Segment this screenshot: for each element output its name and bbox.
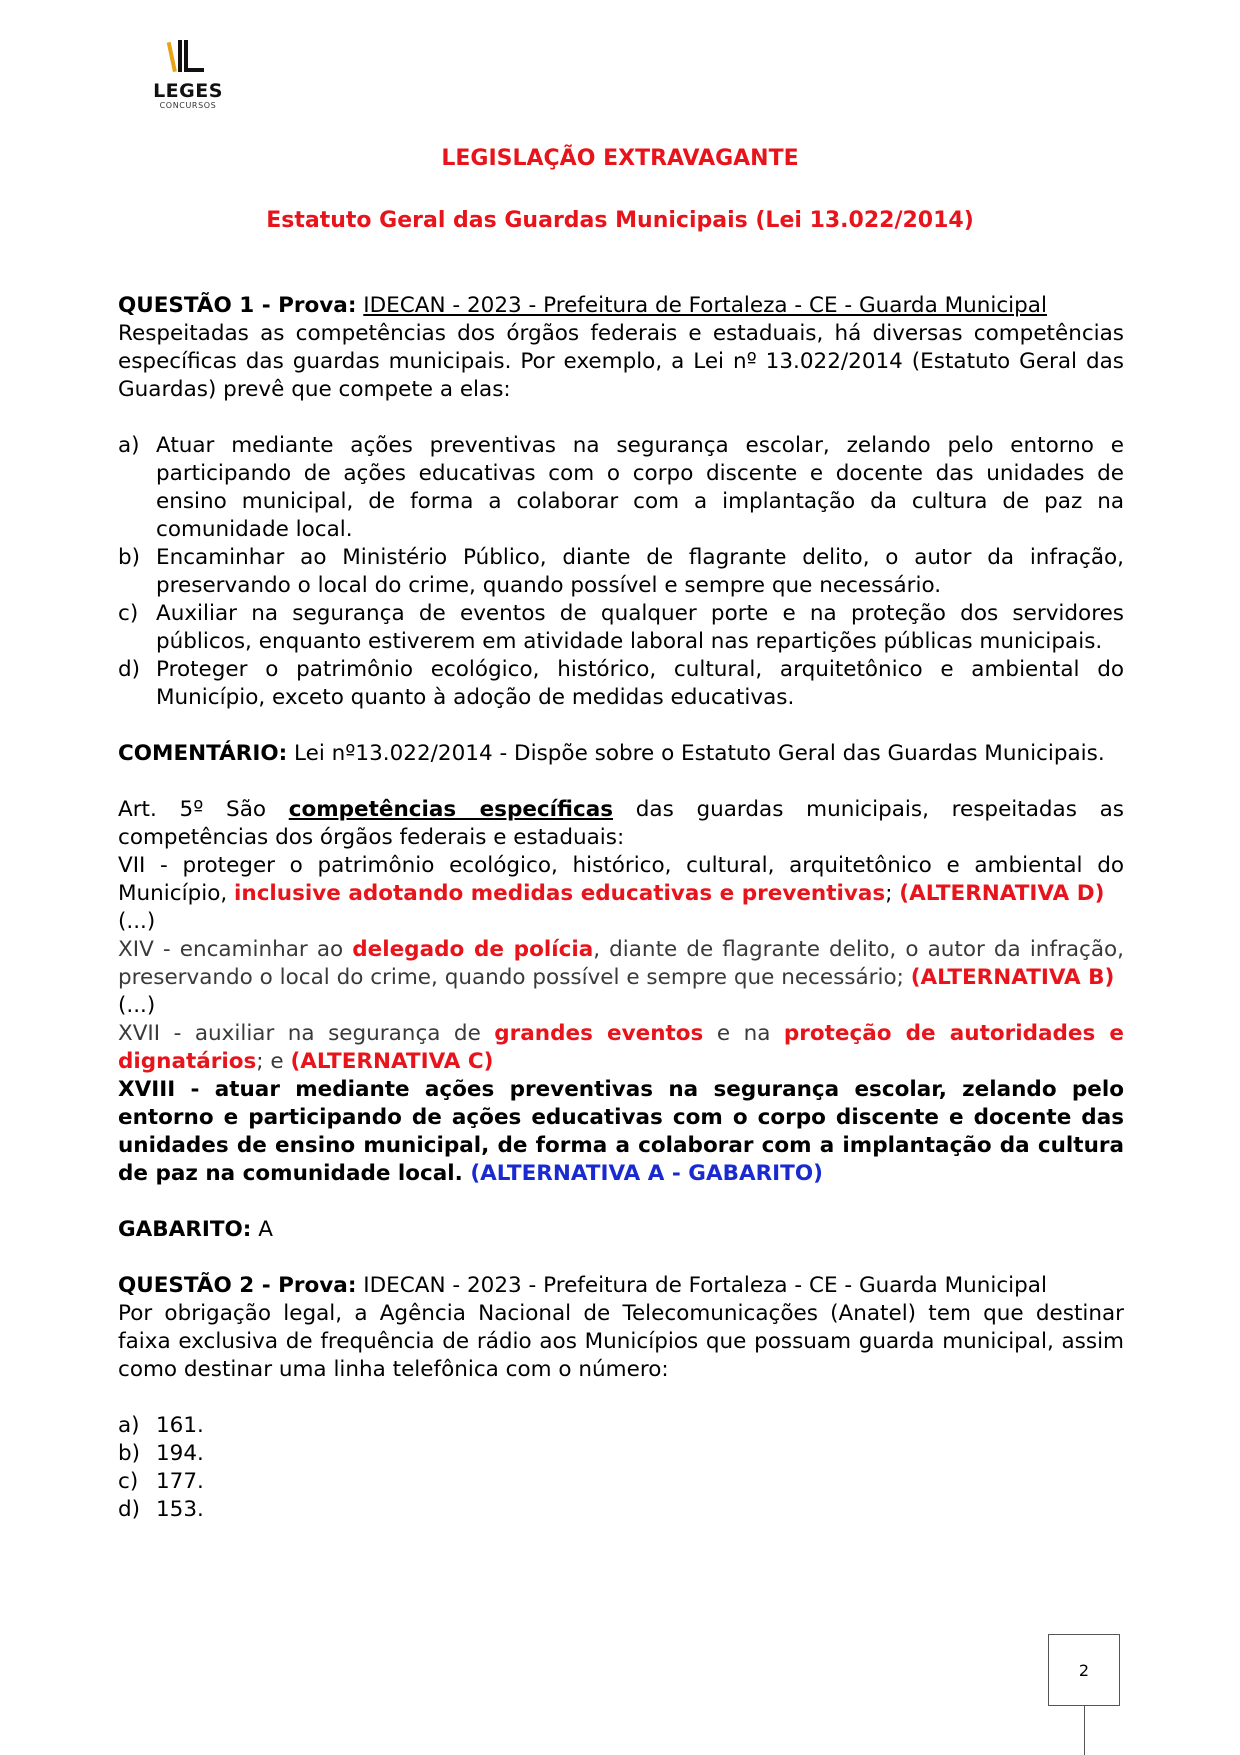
book-icon bbox=[148, 38, 228, 82]
alternative-b: b) Encaminhar ao Ministério Público, diante de flagrante delito, o autor da infração, preservando o local do crime, quando possível e sempre que necessário. bbox=[118, 545, 1124, 598]
article-emphasis: competências específicas bbox=[288, 797, 614, 822]
page-number-line bbox=[1084, 1706, 1085, 1755]
logo-subtitle: CONCURSOS bbox=[159, 101, 217, 110]
comment-label: COMENTÁRIO: bbox=[118, 741, 288, 766]
answer bbox=[118, 1216, 1124, 1244]
page-number: 2 bbox=[1048, 1634, 1120, 1706]
alternative-b: b) 194. bbox=[118, 1441, 204, 1466]
tag-alternativa-b: (ALTERNATIVA B) bbox=[910, 965, 1115, 990]
article-5: Art. 5º São competências específicas das guardas municipais, respeitadas as competências dos órgãos federais e estaduais: bbox=[118, 797, 1124, 850]
item-vii: VII - proteger o patrimônio ecológico, histórico, cultural, arquitetônico e ambiental do Município, inclusive adotando medidas educativas e preventivas; (ALTERNATIVA D) bbox=[118, 853, 1124, 906]
logo-name: LEGES bbox=[153, 80, 223, 102]
question-1-header bbox=[118, 292, 1124, 320]
alternative-d: d) 153. bbox=[118, 1497, 204, 1522]
question-2-text: Por obrigação legal, a Agência Nacional de Telecomunicações (Anatel) tem que destinar faixa exclusiva de frequência de rádio aos Municípios que possuam guarda municipal, assim como destinar uma linha telefônica com o número: bbox=[118, 1301, 1124, 1382]
alternative-a: a) Atuar mediante ações preventivas na segurança escolar, zelando pelo entorno e participando de ações educativas com o corpo discente e docente das unidades de ensino municipal, de forma a colaborar com a implantação da cultura de paz na comunidade local. bbox=[118, 433, 1124, 542]
page-title: LEGISLAÇÃO EXTRAVAGANTE bbox=[441, 146, 799, 171]
item-xviii: XVIII - atuar mediante ações preventivas na segurança escolar, zelando pelo entorno e participando de ações educativas com o corpo discente e docente das unidades de ensino municipal, de forma a colaborar com a implantação da cultura de paz na comunidade local. (ALTERNATIVA A - GABARITO) bbox=[118, 1077, 1124, 1186]
question-2-alternatives bbox=[118, 1412, 1124, 1524]
question-1-alternatives bbox=[118, 432, 1124, 712]
answer-value: A bbox=[251, 1217, 273, 1242]
item-xvii: XVII - auxiliar na segurança de grandes eventos e na proteção de autoridades e dignatários; e (ALTERNATIVA C) bbox=[118, 1021, 1124, 1074]
item-xiv: XIV - encaminhar ao delegado de polícia, diante de flagrante delito, o autor da infração, preservando o local do crime, quando possível e sempre que necessário; (ALTERNATIVA B) bbox=[118, 937, 1124, 990]
answer-label: GABARITO: bbox=[118, 1217, 252, 1242]
document-body bbox=[118, 292, 1124, 1524]
tag-gabarito: (ALTERNATIVA A - GABARITO) bbox=[462, 1161, 823, 1186]
alternative-a: a) 161. bbox=[118, 1413, 204, 1438]
question-1-label: QUESTÃO 1 - Prova: bbox=[118, 293, 357, 318]
comment-intro: COMENTÁRIO: Lei nº13.022/2014 - Dispõe sobre o Estatuto Geral das Guardas Municipais. bbox=[118, 741, 1105, 766]
question-1-text: Respeitadas as competências dos órgãos federais e estaduais, há diversas competências específicas das guardas municipais. Por exemplo, a Lei nº 13.022/2014 (Estatuto Geral das Guardas) prevê que compete a elas: bbox=[118, 321, 1124, 402]
tag-alternativa-c: (ALTERNATIVA C) bbox=[290, 1049, 494, 1074]
alternative-d: d) Proteger o patrimônio ecológico, histórico, cultural, arquitetônico e ambiental do Município, exceto quanto à adoção de medidas educativas. bbox=[118, 657, 1124, 710]
question-2-label: QUESTÃO 2 - Prova: bbox=[118, 1273, 357, 1298]
leges-logo bbox=[148, 38, 228, 110]
alternative-c: c) 177. bbox=[118, 1469, 204, 1494]
question-1-source: IDECAN - 2023 - Prefeitura de Fortaleza - CE - Guarda Municipal bbox=[363, 293, 1047, 318]
question-2-header bbox=[118, 1272, 1124, 1300]
ellipsis-1: (...) bbox=[118, 909, 156, 934]
page-subtitle: Estatuto Geral das Guardas Municipais (Lei 13.022/2014) bbox=[266, 208, 974, 233]
tag-alternativa-d: (ALTERNATIVA D) bbox=[899, 881, 1105, 906]
question-2-source: IDECAN - 2023 - Prefeitura de Fortaleza - CE - Guarda Municipal bbox=[356, 1273, 1047, 1298]
ellipsis-2: (...) bbox=[118, 993, 156, 1018]
alternative-c: c) Auxiliar na segurança de eventos de qualquer porte e na proteção dos servidores públicos, enquanto estiverem em atividade laboral nas repartições públicas municipais. bbox=[118, 601, 1124, 654]
